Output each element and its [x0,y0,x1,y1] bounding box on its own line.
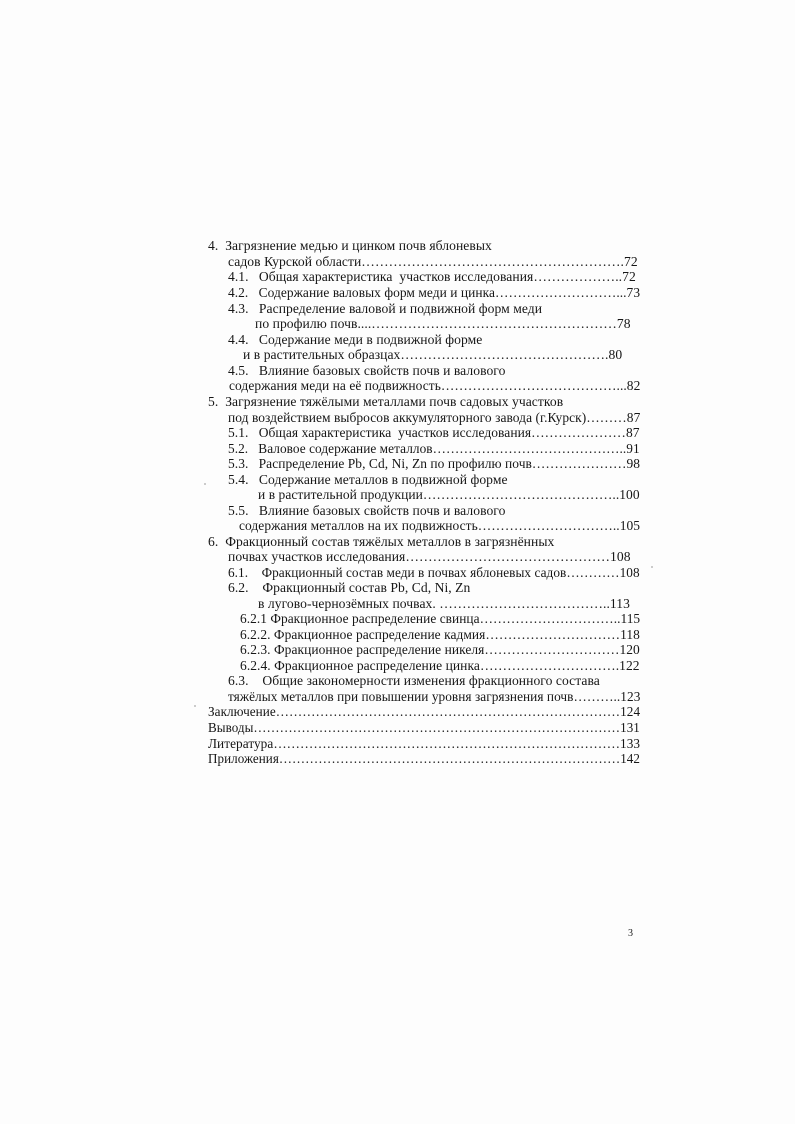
toc-line: 6. Фракционный состав тяжёлых металлов в загрязнённых [208,534,555,549]
toc-line: 6.2.3. Фракционное распределение никеля…………………………120 [240,642,640,657]
toc-line: тяжёлых металлов при повышении уровня загрязнения почв………..123 [228,689,641,704]
toc-line: Заключение……………………………………………………………………124 [208,704,641,719]
toc-line: по профилю почв....………………………………………………78 [255,316,631,331]
toc-line: 5.1. Общая характеристика участков исследования…………………87 [228,425,640,440]
toc-line: почвах участков исследования………………………………………108 [228,549,631,564]
scan-speck [204,483,206,485]
toc-line: и в растительной продукции……………………………………..100 [258,487,640,502]
toc-line: 6.2.1 Фракционное распределение свинца…………………………..115 [240,611,641,626]
toc-line: 4.5. Влияние базовых свойств почв и валового [228,363,506,378]
scan-speck [651,566,653,568]
toc-line: 4.2. Содержание валовых форм меди и цинка………………………...73 [228,285,641,300]
toc-line: 4. Загрязнение медью и цинком почв яблоневых [208,238,492,253]
toc-line: в лугово-чернозёмных почвах. ………………………………..113 [258,596,630,611]
toc-line: 6.2.2. Фракционное распределение кадмия…………………………118 [240,627,640,642]
toc-line: 4.3. Распределение валовой и подвижной форм меди [228,301,543,316]
toc-line: и в растительных образцах……………………………………….80 [243,347,623,362]
toc-line: 5.4. Содержание металлов в подвижной форме [228,472,508,487]
toc-line: садов Курской области………………………………………………….72 [228,254,638,269]
toc-line: Литература……………………………………………………………………133 [208,736,641,751]
toc-line: 4.4. Содержание меди в подвижной форме [228,332,483,347]
toc-line: Выводы…………………………………………………………………………131 [208,720,640,735]
toc-line: содержания металлов на их подвижность…………………………..105 [239,518,641,533]
page-number: 3 [628,928,633,939]
toc-line: 5.3. Распределение Pb, Cd, Ni, Zn по профилю почв…………………98 [228,456,641,471]
scan-speck [194,705,196,707]
toc-line: содержания меди на её подвижность…………………………………...82 [229,378,641,393]
toc-line: 5. Загрязнение тяжёлыми металлами почв садовых участков [208,394,564,409]
toc-line: Приложения……………………………………………………………………142 [208,751,640,766]
toc-line: 6.1. Фракционный состав меди в почвах яблоневых садов…………108 [228,565,640,580]
toc-line: 6.2.4. Фракционное распределение цинка………………………….122 [240,658,640,673]
toc-line: 4.1. Общая характеристика участков исследования………………..72 [228,269,636,284]
toc-line: 6.3. Общие закономерности изменения фракционного состава [228,673,600,688]
toc-line: 5.2. Валовое содержание металлов……………………………………..91 [228,441,640,456]
toc-line: под воздействием выбросов аккумуляторного завода (г.Курск)………87 [228,410,641,425]
toc-line: 5.5. Влияние базовых свойств почв и валового [228,503,506,518]
toc-line: 6.2. Фракционный состав Pb, Cd, Ni, Zn [228,580,471,595]
